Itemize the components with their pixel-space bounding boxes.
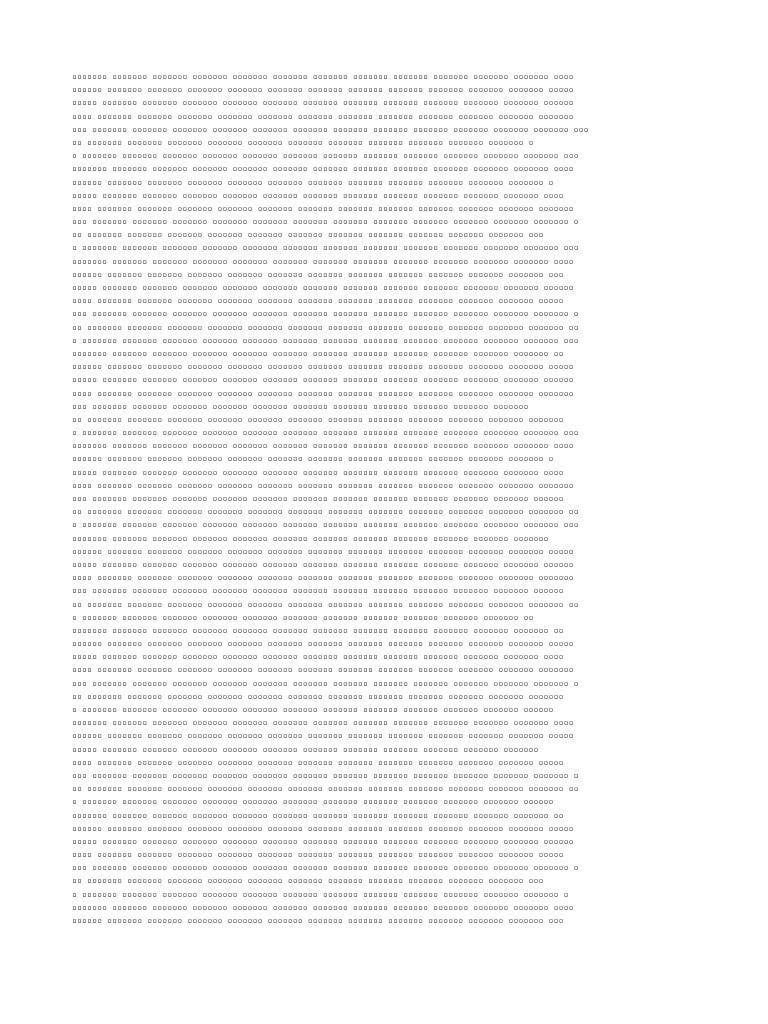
text-line: ▫ ▫▫▫▫▫▫▫ ▫▫▫▫▫▫▫ ▫▫▫▫▫▫▫ ▫▫▫▫▫▫▫ ▫▫▫▫▫▫▫ ▫▫▫▫▫▫▫ ▫▫▫▫▫▫▫ ▫▫▫▫▫▫▫ ▫▫▫▫▫▫▫ ▫▫▫▫▫▫▫ ▫▫▫▫▫▫▫ ▫▫▫▫▫▫▫ ▫▫▫ [72, 520, 579, 530]
text-line: ▫▫ ▫▫▫▫▫▫▫ ▫▫▫▫▫▫▫ ▫▫▫▫▫▫▫ ▫▫▫▫▫▫▫ ▫▫▫▫▫▫▫ ▫▫▫▫▫▫▫ ▫▫▫▫▫▫▫ ▫▫▫▫▫▫▫ ▫▫▫▫▫▫▫ ▫▫▫▫▫▫▫ ▫▫▫▫▫▫▫ ▫▫▫▫▫▫▫ [72, 414, 564, 424]
text-line: ▫ ▫▫▫▫▫▫▫ ▫▫▫▫▫▫▫ ▫▫▫▫▫▫▫ ▫▫▫▫▫▫▫ ▫▫▫▫▫▫▫ ▫▫▫▫▫▫▫ ▫▫▫▫▫▫▫ ▫▫▫▫▫▫▫ ▫▫▫▫▫▫▫ ▫▫▫▫▫▫▫ ▫▫▫▫▫▫▫ ▫▫▫▫▫▫ [72, 705, 554, 714]
text-line: ▫▫ ▫▫▫▫▫▫▫ ▫▫▫▫▫▫▫ ▫▫▫▫▫▫▫ ▫▫▫▫▫▫▫ ▫▫▫▫▫▫▫ ▫▫▫▫▫▫▫ ▫▫▫▫▫▫▫ ▫▫▫▫▫▫▫ ▫▫▫▫▫▫▫ ▫▫▫▫▫▫▫ ▫▫▫▫▫▫▫ ▫▫▫ [72, 876, 544, 886]
text-line: ▫▫▫▫▫▫▫ ▫▫▫▫▫▫▫ ▫▫▫▫▫▫▫ ▫▫▫▫▫▫▫ ▫▫▫▫▫▫▫ ▫▫▫▫▫▫▫ ▫▫▫▫▫▫▫ ▫▫▫▫▫▫▫ ▫▫▫▫▫▫▫ ▫▫▫▫▫▫▫ ▫▫▫▫▫▫▫ ▫▫▫▫▫▫▫ ▫▫ [72, 810, 564, 820]
text-line: ▫▫ ▫▫▫▫▫▫▫ ▫▫▫▫▫▫▫ ▫▫▫▫▫▫▫ ▫▫▫▫▫▫▫ ▫▫▫▫▫▫▫ ▫▫▫▫▫▫▫ ▫▫▫▫▫▫▫ ▫▫▫▫▫▫▫ ▫▫▫▫▫▫▫ ▫▫▫▫▫▫▫ ▫▫▫▫▫▫▫ ▫▫▫ [72, 230, 544, 240]
text-line: ▫▫▫▫▫▫ ▫▫▫▫▫▫▫ ▫▫▫▫▫▫▫ ▫▫▫▫▫▫▫ ▫▫▫▫▫▫▫ ▫▫▫▫▫▫▫ ▫▫▫▫▫▫▫ ▫▫▫▫▫▫▫ ▫▫▫▫▫▫▫ ▫▫▫▫▫▫▫ ▫▫▫▫▫▫▫ ▫▫▫▫▫▫▫ ▫▫▫ [72, 916, 564, 925]
text-line: ▫▫▫▫▫▫ ▫▫▫▫▫▫▫ ▫▫▫▫▫▫▫ ▫▫▫▫▫▫▫ ▫▫▫▫▫▫▫ ▫▫▫▫▫▫▫ ▫▫▫▫▫▫▫ ▫▫▫▫▫▫▫ ▫▫▫▫▫▫▫ ▫▫▫▫▫▫▫ ▫▫▫▫▫▫▫ ▫▫▫▫▫▫▫ ▫▫▫▫▫ [72, 639, 574, 649]
text-line: ▫▫▫▫▫▫ ▫▫▫▫▫▫▫ ▫▫▫▫▫▫▫ ▫▫▫▫▫▫▫ ▫▫▫▫▫▫▫ ▫▫▫▫▫▫▫ ▫▫▫▫▫▫▫ ▫▫▫▫▫▫▫ ▫▫▫▫▫▫▫ ▫▫▫▫▫▫▫ ▫▫▫▫▫▫▫ ▫▫▫▫▫▫▫ ▫▫▫ [72, 269, 564, 279]
text-line: ▫▫▫▫▫ ▫▫▫▫▫▫▫ ▫▫▫▫▫▫▫ ▫▫▫▫▫▫▫ ▫▫▫▫▫▫▫ ▫▫▫▫▫▫▫ ▫▫▫▫▫▫▫ ▫▫▫▫▫▫▫ ▫▫▫▫▫▫▫ ▫▫▫▫▫▫▫ ▫▫▫▫▫▫▫ ▫▫▫▫▫▫▫ [72, 744, 539, 754]
text-line: ▫ ▫▫▫▫▫▫▫ ▫▫▫▫▫▫▫ ▫▫▫▫▫▫▫ ▫▫▫▫▫▫▫ ▫▫▫▫▫▫▫ ▫▫▫▫▫▫▫ ▫▫▫▫▫▫▫ ▫▫▫▫▫▫▫ ▫▫▫▫▫▫▫ ▫▫▫▫▫▫▫ ▫▫▫▫▫▫▫ ▫▫▫▫▫▫▫ ▫▫▫ [72, 428, 579, 438]
text-line: ▫▫▫▫▫▫▫ ▫▫▫▫▫▫▫ ▫▫▫▫▫▫▫ ▫▫▫▫▫▫▫ ▫▫▫▫▫▫▫ ▫▫▫▫▫▫▫ ▫▫▫▫▫▫▫ ▫▫▫▫▫▫▫ ▫▫▫▫▫▫▫ ▫▫▫▫▫▫▫ ▫▫▫▫▫▫▫ ▫▫▫▫▫▫▫ ▫▫▫▫ [72, 718, 574, 728]
text-line: ▫▫▫▫▫▫ ▫▫▫▫▫▫▫ ▫▫▫▫▫▫▫ ▫▫▫▫▫▫▫ ▫▫▫▫▫▫▫ ▫▫▫▫▫▫▫ ▫▫▫▫▫▫▫ ▫▫▫▫▫▫▫ ▫▫▫▫▫▫▫ ▫▫▫▫▫▫▫ ▫▫▫▫▫▫▫ ▫▫▫▫▫▫▫ ▫ [72, 454, 554, 464]
text-line: ▫▫▫▫▫ ▫▫▫▫▫▫▫ ▫▫▫▫▫▫▫ ▫▫▫▫▫▫▫ ▫▫▫▫▫▫▫ ▫▫▫▫▫▫▫ ▫▫▫▫▫▫▫ ▫▫▫▫▫▫▫ ▫▫▫▫▫▫▫ ▫▫▫▫▫▫▫ ▫▫▫▫▫▫▫ ▫▫▫▫▫▫▫ ▫▫▫▫▫▫ [72, 559, 574, 569]
text-line: ▫▫▫▫▫▫ ▫▫▫▫▫▫▫ ▫▫▫▫▫▫▫ ▫▫▫▫▫▫▫ ▫▫▫▫▫▫▫ ▫▫▫▫▫▫▫ ▫▫▫▫▫▫▫ ▫▫▫▫▫▫▫ ▫▫▫▫▫▫▫ ▫▫▫▫▫▫▫ ▫▫▫▫▫▫▫ ▫▫▫▫▫▫▫ ▫▫▫▫▫ [72, 823, 574, 833]
text-line: ▫▫▫▫ ▫▫▫▫▫▫▫ ▫▫▫▫▫▫▫ ▫▫▫▫▫▫▫ ▫▫▫▫▫▫▫ ▫▫▫▫▫▫▫ ▫▫▫▫▫▫▫ ▫▫▫▫▫▫▫ ▫▫▫▫▫▫▫ ▫▫▫▫▫▫▫ ▫▫▫▫▫▫▫ ▫▫▫▫▫▫▫ ▫▫▫▫▫ [72, 296, 564, 306]
text-line: ▫▫▫ ▫▫▫▫▫▫▫ ▫▫▫▫▫▫▫ ▫▫▫▫▫▫▫ ▫▫▫▫▫▫▫ ▫▫▫▫▫▫▫ ▫▫▫▫▫▫▫ ▫▫▫▫▫▫▫ ▫▫▫▫▫▫▫ ▫▫▫▫▫▫▫ ▫▫▫▫▫▫▫ ▫▫▫▫▫▫▫ [72, 401, 529, 411]
text-line: ▫▫ ▫▫▫▫▫▫▫ ▫▫▫▫▫▫▫ ▫▫▫▫▫▫▫ ▫▫▫▫▫▫▫ ▫▫▫▫▫▫▫ ▫▫▫▫▫▫▫ ▫▫▫▫▫▫▫ ▫▫▫▫▫▫▫ ▫▫▫▫▫▫▫ ▫▫▫▫▫▫▫ ▫▫▫▫▫▫▫ ▫▫▫▫▫▫▫ ▫▫ [72, 507, 579, 517]
text-line: ▫ ▫▫▫▫▫▫▫ ▫▫▫▫▫▫▫ ▫▫▫▫▫▫▫ ▫▫▫▫▫▫▫ ▫▫▫▫▫▫▫ ▫▫▫▫▫▫▫ ▫▫▫▫▫▫▫ ▫▫▫▫▫▫▫ ▫▫▫▫▫▫▫ ▫▫▫▫▫▫▫ ▫▫▫▫▫▫▫ ▫▫ [72, 612, 534, 622]
text-line: ▫▫▫▫ ▫▫▫▫▫▫▫ ▫▫▫▫▫▫▫ ▫▫▫▫▫▫▫ ▫▫▫▫▫▫▫ ▫▫▫▫▫▫▫ ▫▫▫▫▫▫▫ ▫▫▫▫▫▫▫ ▫▫▫▫▫▫▫ ▫▫▫▫▫▫▫ ▫▫▫▫▫▫▫ ▫▫▫▫▫▫▫ ▫▫▫▫▫ [72, 850, 564, 860]
text-line: ▫▫▫ ▫▫▫▫▫▫▫ ▫▫▫▫▫▫▫ ▫▫▫▫▫▫▫ ▫▫▫▫▫▫▫ ▫▫▫▫▫▫▫ ▫▫▫▫▫▫▫ ▫▫▫▫▫▫▫ ▫▫▫▫▫▫▫ ▫▫▫▫▫▫▫ ▫▫▫▫▫▫▫ ▫▫▫▫▫▫▫ ▫▫▫▫▫▫ [72, 586, 564, 596]
text-line: ▫▫▫ ▫▫▫▫▫▫▫ ▫▫▫▫▫▫▫ ▫▫▫▫▫▫▫ ▫▫▫▫▫▫▫ ▫▫▫▫▫▫▫ ▫▫▫▫▫▫▫ ▫▫▫▫▫▫▫ ▫▫▫▫▫▫▫ ▫▫▫▫▫▫▫ ▫▫▫▫▫▫▫ ▫▫▫▫▫▫▫ ▫▫▫▫▫▫▫ ▫ [72, 217, 579, 227]
text-line: ▫▫▫▫ ▫▫▫▫▫▫▫ ▫▫▫▫▫▫▫ ▫▫▫▫▫▫▫ ▫▫▫▫▫▫▫ ▫▫▫▫▫▫▫ ▫▫▫▫▫▫▫ ▫▫▫▫▫▫▫ ▫▫▫▫▫▫▫ ▫▫▫▫▫▫▫ ▫▫▫▫▫▫▫ ▫▫▫▫▫▫▫ ▫▫▫▫▫ [72, 757, 564, 767]
text-line: ▫▫▫▫▫▫ ▫▫▫▫▫▫▫ ▫▫▫▫▫▫▫ ▫▫▫▫▫▫▫ ▫▫▫▫▫▫▫ ▫▫▫▫▫▫▫ ▫▫▫▫▫▫▫ ▫▫▫▫▫▫▫ ▫▫▫▫▫▫▫ ▫▫▫▫▫▫▫ ▫▫▫▫▫▫▫ ▫▫▫▫▫▫▫ ▫▫▫▫▫ [72, 85, 574, 95]
text-line: ▫▫▫▫▫ ▫▫▫▫▫▫▫ ▫▫▫▫▫▫▫ ▫▫▫▫▫▫▫ ▫▫▫▫▫▫▫ ▫▫▫▫▫▫▫ ▫▫▫▫▫▫▫ ▫▫▫▫▫▫▫ ▫▫▫▫▫▫▫ ▫▫▫▫▫▫▫ ▫▫▫▫▫▫▫ ▫▫▫▫▫▫▫ ▫▫▫▫▫▫ [72, 98, 574, 108]
text-line: ▫▫▫▫ ▫▫▫▫▫▫▫ ▫▫▫▫▫▫▫ ▫▫▫▫▫▫▫ ▫▫▫▫▫▫▫ ▫▫▫▫▫▫▫ ▫▫▫▫▫▫▫ ▫▫▫▫▫▫▫ ▫▫▫▫▫▫▫ ▫▫▫▫▫▫▫ ▫▫▫▫▫▫▫ ▫▫▫▫▫▫▫ ▫▫▫▫▫▫▫ [72, 665, 574, 675]
text-line: ▫▫▫ ▫▫▫▫▫▫▫ ▫▫▫▫▫▫▫ ▫▫▫▫▫▫▫ ▫▫▫▫▫▫▫ ▫▫▫▫▫▫▫ ▫▫▫▫▫▫▫ ▫▫▫▫▫▫▫ ▫▫▫▫▫▫▫ ▫▫▫▫▫▫▫ ▫▫▫▫▫▫▫ ▫▫▫▫▫▫▫ ▫▫▫▫▫▫▫ ▫ [72, 770, 579, 780]
text-line: ▫▫ ▫▫▫▫▫▫▫ ▫▫▫▫▫▫▫ ▫▫▫▫▫▫▫ ▫▫▫▫▫▫▫ ▫▫▫▫▫▫▫ ▫▫▫▫▫▫▫ ▫▫▫▫▫▫▫ ▫▫▫▫▫▫▫ ▫▫▫▫▫▫▫ ▫▫▫▫▫▫▫ ▫▫▫▫▫▫▫ ▫▫▫▫▫▫▫ ▫▫ [72, 322, 579, 332]
text-line: ▫▫▫▫▫▫▫ ▫▫▫▫▫▫▫ ▫▫▫▫▫▫▫ ▫▫▫▫▫▫▫ ▫▫▫▫▫▫▫ ▫▫▫▫▫▫▫ ▫▫▫▫▫▫▫ ▫▫▫▫▫▫▫ ▫▫▫▫▫▫▫ ▫▫▫▫▫▫▫ ▫▫▫▫▫▫▫ ▫▫▫▫▫▫▫ ▫▫▫▫ [72, 256, 574, 266]
text-line: ▫▫▫▫▫▫▫ ▫▫▫▫▫▫▫ ▫▫▫▫▫▫▫ ▫▫▫▫▫▫▫ ▫▫▫▫▫▫▫ ▫▫▫▫▫▫▫ ▫▫▫▫▫▫▫ ▫▫▫▫▫▫▫ ▫▫▫▫▫▫▫ ▫▫▫▫▫▫▫ ▫▫▫▫▫▫▫ ▫▫▫▫▫▫▫ ▫▫▫▫ [72, 72, 574, 81]
text-line: ▫▫▫▫ ▫▫▫▫▫▫▫ ▫▫▫▫▫▫▫ ▫▫▫▫▫▫▫ ▫▫▫▫▫▫▫ ▫▫▫▫▫▫▫ ▫▫▫▫▫▫▫ ▫▫▫▫▫▫▫ ▫▫▫▫▫▫▫ ▫▫▫▫▫▫▫ ▫▫▫▫▫▫▫ ▫▫▫▫▫▫▫ ▫▫▫▫▫▫▫ [72, 203, 574, 213]
text-line: ▫▫▫▫▫▫▫ ▫▫▫▫▫▫▫ ▫▫▫▫▫▫▫ ▫▫▫▫▫▫▫ ▫▫▫▫▫▫▫ ▫▫▫▫▫▫▫ ▫▫▫▫▫▫▫ ▫▫▫▫▫▫▫ ▫▫▫▫▫▫▫ ▫▫▫▫▫▫▫ ▫▫▫▫▫▫▫ ▫▫▫▫▫▫▫ ▫▫ [72, 625, 564, 635]
text-line: ▫▫▫▫▫▫▫ ▫▫▫▫▫▫▫ ▫▫▫▫▫▫▫ ▫▫▫▫▫▫▫ ▫▫▫▫▫▫▫ ▫▫▫▫▫▫▫ ▫▫▫▫▫▫▫ ▫▫▫▫▫▫▫ ▫▫▫▫▫▫▫ ▫▫▫▫▫▫▫ ▫▫▫▫▫▫▫ ▫▫▫▫▫▫▫ ▫▫▫▫ [72, 441, 574, 451]
text-line: ▫▫▫▫ ▫▫▫▫▫▫▫ ▫▫▫▫▫▫▫ ▫▫▫▫▫▫▫ ▫▫▫▫▫▫▫ ▫▫▫▫▫▫▫ ▫▫▫▫▫▫▫ ▫▫▫▫▫▫▫ ▫▫▫▫▫▫▫ ▫▫▫▫▫▫▫ ▫▫▫▫▫▫▫ ▫▫▫▫▫▫▫ ▫▫▫▫▫▫▫ [72, 573, 574, 583]
text-line: ▫▫▫▫▫▫ ▫▫▫▫▫▫▫ ▫▫▫▫▫▫▫ ▫▫▫▫▫▫▫ ▫▫▫▫▫▫▫ ▫▫▫▫▫▫▫ ▫▫▫▫▫▫▫ ▫▫▫▫▫▫▫ ▫▫▫▫▫▫▫ ▫▫▫▫▫▫▫ ▫▫▫▫▫▫▫ ▫▫▫▫▫▫▫ ▫▫▫▫▫ [72, 731, 574, 741]
text-line: ▫▫▫ ▫▫▫▫▫▫▫ ▫▫▫▫▫▫▫ ▫▫▫▫▫▫▫ ▫▫▫▫▫▫▫ ▫▫▫▫▫▫▫ ▫▫▫▫▫▫▫ ▫▫▫▫▫▫▫ ▫▫▫▫▫▫▫ ▫▫▫▫▫▫▫ ▫▫▫▫▫▫▫ ▫▫▫▫▫▫▫ ▫▫▫▫▫▫▫ ▫ [72, 863, 579, 873]
text-line: ▫▫▫▫▫ ▫▫▫▫▫▫▫ ▫▫▫▫▫▫▫ ▫▫▫▫▫▫▫ ▫▫▫▫▫▫▫ ▫▫▫▫▫▫▫ ▫▫▫▫▫▫▫ ▫▫▫▫▫▫▫ ▫▫▫▫▫▫▫ ▫▫▫▫▫▫▫ ▫▫▫▫▫▫▫ ▫▫▫▫▫▫▫ ▫▫▫▫ [72, 652, 564, 662]
text-line: ▫▫▫▫▫ ▫▫▫▫▫▫▫ ▫▫▫▫▫▫▫ ▫▫▫▫▫▫▫ ▫▫▫▫▫▫▫ ▫▫▫▫▫▫▫ ▫▫▫▫▫▫▫ ▫▫▫▫▫▫▫ ▫▫▫▫▫▫▫ ▫▫▫▫▫▫▫ ▫▫▫▫▫▫▫ ▫▫▫▫▫▫▫ ▫▫▫▫▫▫ [72, 283, 574, 292]
text-line: ▫▫▫▫ ▫▫▫▫▫▫▫ ▫▫▫▫▫▫▫ ▫▫▫▫▫▫▫ ▫▫▫▫▫▫▫ ▫▫▫▫▫▫▫ ▫▫▫▫▫▫▫ ▫▫▫▫▫▫▫ ▫▫▫▫▫▫▫ ▫▫▫▫▫▫▫ ▫▫▫▫▫▫▫ ▫▫▫▫▫▫▫ ▫▫▫▫▫▫▫ [72, 480, 574, 490]
text-line: ▫▫▫ ▫▫▫▫▫▫▫ ▫▫▫▫▫▫▫ ▫▫▫▫▫▫▫ ▫▫▫▫▫▫▫ ▫▫▫▫▫▫▫ ▫▫▫▫▫▫▫ ▫▫▫▫▫▫▫ ▫▫▫▫▫▫▫ ▫▫▫▫▫▫▫ ▫▫▫▫▫▫▫ ▫▫▫▫▫▫▫ ▫▫▫▫▫▫▫ ▫ [72, 309, 579, 319]
text-line: ▫▫▫▫▫▫▫ ▫▫▫▫▫▫▫ ▫▫▫▫▫▫▫ ▫▫▫▫▫▫▫ ▫▫▫▫▫▫▫ ▫▫▫▫▫▫▫ ▫▫▫▫▫▫▫ ▫▫▫▫▫▫▫ ▫▫▫▫▫▫▫ ▫▫▫▫▫▫▫ ▫▫▫▫▫▫▫ ▫▫▫▫▫▫▫ ▫▫▫▫ [72, 902, 574, 912]
text-line: ▫ ▫▫▫▫▫▫▫ ▫▫▫▫▫▫▫ ▫▫▫▫▫▫▫ ▫▫▫▫▫▫▫ ▫▫▫▫▫▫▫ ▫▫▫▫▫▫▫ ▫▫▫▫▫▫▫ ▫▫▫▫▫▫▫ ▫▫▫▫▫▫▫ ▫▫▫▫▫▫▫ ▫▫▫▫▫▫▫ ▫▫▫▫▫▫▫ ▫ [72, 889, 569, 899]
text-line: ▫▫ ▫▫▫▫▫▫▫ ▫▫▫▫▫▫▫ ▫▫▫▫▫▫▫ ▫▫▫▫▫▫▫ ▫▫▫▫▫▫▫ ▫▫▫▫▫▫▫ ▫▫▫▫▫▫▫ ▫▫▫▫▫▫▫ ▫▫▫▫▫▫▫ ▫▫▫▫▫▫▫ ▫▫▫▫▫▫▫ ▫ [72, 137, 534, 147]
text-line: ▫▫▫▫ ▫▫▫▫▫▫▫ ▫▫▫▫▫▫▫ ▫▫▫▫▫▫▫ ▫▫▫▫▫▫▫ ▫▫▫▫▫▫▫ ▫▫▫▫▫▫▫ ▫▫▫▫▫▫▫ ▫▫▫▫▫▫▫ ▫▫▫▫▫▫▫ ▫▫▫▫▫▫▫ ▫▫▫▫▫▫▫ ▫▫▫▫▫▫▫ [72, 111, 574, 121]
text-line: ▫▫▫▫▫▫ ▫▫▫▫▫▫▫ ▫▫▫▫▫▫▫ ▫▫▫▫▫▫▫ ▫▫▫▫▫▫▫ ▫▫▫▫▫▫▫ ▫▫▫▫▫▫▫ ▫▫▫▫▫▫▫ ▫▫▫▫▫▫▫ ▫▫▫▫▫▫▫ ▫▫▫▫▫▫▫ ▫▫▫▫▫▫▫ ▫▫▫▫▫ [72, 362, 574, 372]
text-line: ▫▫ ▫▫▫▫▫▫▫ ▫▫▫▫▫▫▫ ▫▫▫▫▫▫▫ ▫▫▫▫▫▫▫ ▫▫▫▫▫▫▫ ▫▫▫▫▫▫▫ ▫▫▫▫▫▫▫ ▫▫▫▫▫▫▫ ▫▫▫▫▫▫▫ ▫▫▫▫▫▫▫ ▫▫▫▫▫▫▫ ▫▫▫▫▫▫▫ ▫▫ [72, 784, 579, 794]
text-line: ▫▫ ▫▫▫▫▫▫▫ ▫▫▫▫▫▫▫ ▫▫▫▫▫▫▫ ▫▫▫▫▫▫▫ ▫▫▫▫▫▫▫ ▫▫▫▫▫▫▫ ▫▫▫▫▫▫▫ ▫▫▫▫▫▫▫ ▫▫▫▫▫▫▫ ▫▫▫▫▫▫▫ ▫▫▫▫▫▫▫ ▫▫▫▫▫▫▫ ▫▫ [72, 599, 579, 609]
text-line: ▫ ▫▫▫▫▫▫▫ ▫▫▫▫▫▫▫ ▫▫▫▫▫▫▫ ▫▫▫▫▫▫▫ ▫▫▫▫▫▫▫ ▫▫▫▫▫▫▫ ▫▫▫▫▫▫▫ ▫▫▫▫▫▫▫ ▫▫▫▫▫▫▫ ▫▫▫▫▫▫▫ ▫▫▫▫▫▫▫ ▫▫▫▫▫▫▫ ▫▫▫ [72, 335, 579, 345]
text-line: ▫▫▫▫▫ ▫▫▫▫▫▫▫ ▫▫▫▫▫▫▫ ▫▫▫▫▫▫▫ ▫▫▫▫▫▫▫ ▫▫▫▫▫▫▫ ▫▫▫▫▫▫▫ ▫▫▫▫▫▫▫ ▫▫▫▫▫▫▫ ▫▫▫▫▫▫▫ ▫▫▫▫▫▫▫ ▫▫▫▫▫▫▫ ▫▫▫▫▫▫ [72, 836, 574, 846]
text-line: ▫ ▫▫▫▫▫▫▫ ▫▫▫▫▫▫▫ ▫▫▫▫▫▫▫ ▫▫▫▫▫▫▫ ▫▫▫▫▫▫▫ ▫▫▫▫▫▫▫ ▫▫▫▫▫▫▫ ▫▫▫▫▫▫▫ ▫▫▫▫▫▫▫ ▫▫▫▫▫▫▫ ▫▫▫▫▫▫▫ ▫▫▫▫▫▫▫ ▫▫▫ [72, 243, 579, 253]
document-body [72, 70, 712, 950]
text-line: ▫▫▫▫▫ ▫▫▫▫▫▫▫ ▫▫▫▫▫▫▫ ▫▫▫▫▫▫▫ ▫▫▫▫▫▫▫ ▫▫▫▫▫▫▫ ▫▫▫▫▫▫▫ ▫▫▫▫▫▫▫ ▫▫▫▫▫▫▫ ▫▫▫▫▫▫▫ ▫▫▫▫▫▫▫ ▫▫▫▫▫▫▫ ▫▫▫▫▫▫ [72, 375, 574, 385]
text-line: ▫▫▫ ▫▫▫▫▫▫▫ ▫▫▫▫▫▫▫ ▫▫▫▫▫▫▫ ▫▫▫▫▫▫▫ ▫▫▫▫▫▫▫ ▫▫▫▫▫▫▫ ▫▫▫▫▫▫▫ ▫▫▫▫▫▫▫ ▫▫▫▫▫▫▫ ▫▫▫▫▫▫▫ ▫▫▫▫▫▫▫ ▫▫▫▫▫▫▫ ▫ [72, 678, 579, 688]
text-line: ▫ ▫▫▫▫▫▫▫ ▫▫▫▫▫▫▫ ▫▫▫▫▫▫▫ ▫▫▫▫▫▫▫ ▫▫▫▫▫▫▫ ▫▫▫▫▫▫▫ ▫▫▫▫▫▫▫ ▫▫▫▫▫▫▫ ▫▫▫▫▫▫▫ ▫▫▫▫▫▫▫ ▫▫▫▫▫▫▫ ▫▫▫▫▫▫ [72, 797, 554, 807]
text-line: ▫▫▫▫▫▫ ▫▫▫▫▫▫▫ ▫▫▫▫▫▫▫ ▫▫▫▫▫▫▫ ▫▫▫▫▫▫▫ ▫▫▫▫▫▫▫ ▫▫▫▫▫▫▫ ▫▫▫▫▫▫▫ ▫▫▫▫▫▫▫ ▫▫▫▫▫▫▫ ▫▫▫▫▫▫▫ ▫▫▫▫▫▫▫ ▫▫▫▫▫ [72, 546, 574, 556]
text-line: ▫▫▫▫▫▫▫ ▫▫▫▫▫▫▫ ▫▫▫▫▫▫▫ ▫▫▫▫▫▫▫ ▫▫▫▫▫▫▫ ▫▫▫▫▫▫▫ ▫▫▫▫▫▫▫ ▫▫▫▫▫▫▫ ▫▫▫▫▫▫▫ ▫▫▫▫▫▫▫ ▫▫▫▫▫▫▫ ▫▫▫▫▫▫▫ ▫▫▫▫ [72, 164, 574, 174]
text-line: ▫▫▫ ▫▫▫▫▫▫▫ ▫▫▫▫▫▫▫ ▫▫▫▫▫▫▫ ▫▫▫▫▫▫▫ ▫▫▫▫▫▫▫ ▫▫▫▫▫▫▫ ▫▫▫▫▫▫▫ ▫▫▫▫▫▫▫ ▫▫▫▫▫▫▫ ▫▫▫▫▫▫▫ ▫▫▫▫▫▫▫ ▫▫▫▫▫▫▫ ▫▫▫ [72, 124, 589, 134]
text-line: ▫▫▫▫▫▫▫ ▫▫▫▫▫▫▫ ▫▫▫▫▫▫▫ ▫▫▫▫▫▫▫ ▫▫▫▫▫▫▫ ▫▫▫▫▫▫▫ ▫▫▫▫▫▫▫ ▫▫▫▫▫▫▫ ▫▫▫▫▫▫▫ ▫▫▫▫▫▫▫ ▫▫▫▫▫▫▫ ▫▫▫▫▫▫▫ [72, 533, 549, 543]
text-line: ▫▫ ▫▫▫▫▫▫▫ ▫▫▫▫▫▫▫ ▫▫▫▫▫▫▫ ▫▫▫▫▫▫▫ ▫▫▫▫▫▫▫ ▫▫▫▫▫▫▫ ▫▫▫▫▫▫▫ ▫▫▫▫▫▫▫ ▫▫▫▫▫▫▫ ▫▫▫▫▫▫▫ ▫▫▫▫▫▫▫ ▫▫▫▫▫▫▫ [72, 691, 564, 701]
text-line: ▫▫▫▫▫▫▫ ▫▫▫▫▫▫▫ ▫▫▫▫▫▫▫ ▫▫▫▫▫▫▫ ▫▫▫▫▫▫▫ ▫▫▫▫▫▫▫ ▫▫▫▫▫▫▫ ▫▫▫▫▫▫▫ ▫▫▫▫▫▫▫ ▫▫▫▫▫▫▫ ▫▫▫▫▫▫▫ ▫▫▫▫▫▫▫ ▫▫ [72, 348, 564, 358]
text-line: ▫▫▫▫▫▫ ▫▫▫▫▫▫▫ ▫▫▫▫▫▫▫ ▫▫▫▫▫▫▫ ▫▫▫▫▫▫▫ ▫▫▫▫▫▫▫ ▫▫▫▫▫▫▫ ▫▫▫▫▫▫▫ ▫▫▫▫▫▫▫ ▫▫▫▫▫▫▫ ▫▫▫▫▫▫▫ ▫▫▫▫▫▫▫ ▫ [72, 177, 554, 187]
text-line: ▫ ▫▫▫▫▫▫▫ ▫▫▫▫▫▫▫ ▫▫▫▫▫▫▫ ▫▫▫▫▫▫▫ ▫▫▫▫▫▫▫ ▫▫▫▫▫▫▫ ▫▫▫▫▫▫▫ ▫▫▫▫▫▫▫ ▫▫▫▫▫▫▫ ▫▫▫▫▫▫▫ ▫▫▫▫▫▫▫ ▫▫▫▫▫▫▫ ▫▫▫ [72, 151, 579, 161]
text-line: ▫▫▫▫▫ ▫▫▫▫▫▫▫ ▫▫▫▫▫▫▫ ▫▫▫▫▫▫▫ ▫▫▫▫▫▫▫ ▫▫▫▫▫▫▫ ▫▫▫▫▫▫▫ ▫▫▫▫▫▫▫ ▫▫▫▫▫▫▫ ▫▫▫▫▫▫▫ ▫▫▫▫▫▫▫ ▫▫▫▫▫▫▫ ▫▫▫▫ [72, 190, 564, 200]
text-line: ▫▫▫▫ ▫▫▫▫▫▫▫ ▫▫▫▫▫▫▫ ▫▫▫▫▫▫▫ ▫▫▫▫▫▫▫ ▫▫▫▫▫▫▫ ▫▫▫▫▫▫▫ ▫▫▫▫▫▫▫ ▫▫▫▫▫▫▫ ▫▫▫▫▫▫▫ ▫▫▫▫▫▫▫ ▫▫▫▫▫▫▫ ▫▫▫▫▫▫▫ [72, 388, 574, 398]
text-line: ▫▫▫ ▫▫▫▫▫▫▫ ▫▫▫▫▫▫▫ ▫▫▫▫▫▫▫ ▫▫▫▫▫▫▫ ▫▫▫▫▫▫▫ ▫▫▫▫▫▫▫ ▫▫▫▫▫▫▫ ▫▫▫▫▫▫▫ ▫▫▫▫▫▫▫ ▫▫▫▫▫▫▫ ▫▫▫▫▫▫▫ ▫▫▫▫▫▫ [72, 494, 564, 503]
text-line: ▫▫▫▫▫ ▫▫▫▫▫▫▫ ▫▫▫▫▫▫▫ ▫▫▫▫▫▫▫ ▫▫▫▫▫▫▫ ▫▫▫▫▫▫▫ ▫▫▫▫▫▫▫ ▫▫▫▫▫▫▫ ▫▫▫▫▫▫▫ ▫▫▫▫▫▫▫ ▫▫▫▫▫▫▫ ▫▫▫▫▫▫▫ ▫▫▫▫ [72, 467, 564, 477]
